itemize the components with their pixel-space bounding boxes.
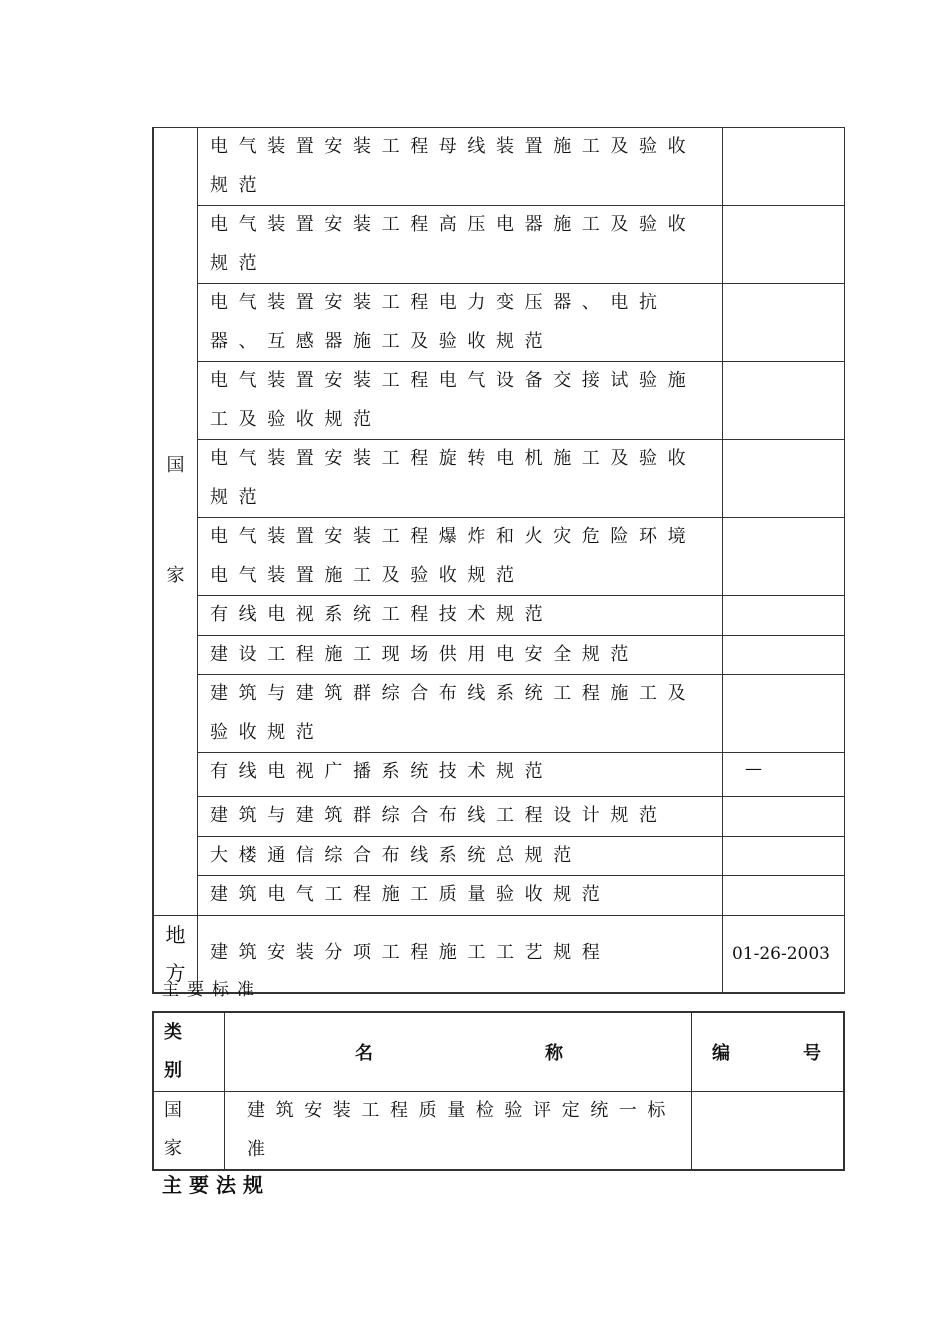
standard-name: 大楼通信综合布线系统总规范 — [198, 836, 723, 876]
standard-code: 01-26-2003 — [723, 915, 845, 993]
standard-code — [723, 518, 845, 596]
standard-name: 电气装置安装工程高压电器施工及验收规范 — [198, 206, 723, 284]
header-name — [225, 1012, 692, 1092]
standard-name: 有线电视系统工程技术规范 — [198, 596, 723, 636]
standard-name: 电气装置安装工程旋转电机施工及验收规范 — [198, 440, 723, 518]
standard-name: 建设工程施工现场供用电安全规范 — [198, 635, 723, 675]
standard-code — [723, 440, 845, 518]
standard-name: 建筑安装分项工程施工工艺规程 — [198, 915, 723, 993]
header-char: 编 — [712, 1043, 730, 1064]
standard-name: 建筑安装工程质量检验评定统一标准 — [225, 1092, 692, 1171]
type-char: 家 — [164, 1138, 182, 1159]
standard-code — [723, 675, 845, 753]
standard-name: 有线电视广播系统技术规范 — [198, 753, 723, 797]
type-char: 国 — [166, 455, 185, 477]
type-char: 方 — [165, 960, 186, 985]
standard-code — [723, 836, 845, 876]
section-title: 主要法规 — [162, 1173, 270, 1197]
standard-name: 建筑电气工程施工质量验收规范 — [198, 876, 723, 916]
standard-name: 电气装置安装工程爆炸和火灾危险环境电气装置施工及验收规范 — [198, 518, 723, 596]
standard-code — [723, 876, 845, 916]
standard-code — [723, 362, 845, 440]
standard-code — [723, 797, 845, 837]
standard-code — [723, 635, 845, 675]
standard-name: 建筑与建筑群综合布线工程设计规范 — [198, 797, 723, 837]
standard-name: 建筑与建筑群综合布线系统工程施工及验收规范 — [198, 675, 723, 753]
header-char: 类 — [164, 1022, 182, 1043]
standard-code — [723, 206, 845, 284]
standard-code — [723, 596, 845, 636]
header-code — [692, 1012, 845, 1092]
header-char: 称 — [545, 1043, 563, 1064]
main-standards-table — [152, 1011, 845, 1171]
standard-name: 电气装置安装工程母线装置施工及验收规范 — [198, 128, 723, 206]
header-char: 别 — [164, 1060, 182, 1081]
standard-code — [723, 284, 845, 362]
type-cell-national — [153, 1092, 225, 1171]
header-char: 名 — [355, 1043, 373, 1064]
standard-name: 电气装置安装工程电气设备交接试验施工及验收规范 — [198, 362, 723, 440]
type-char: 家 — [166, 565, 185, 587]
header-char: 号 — [803, 1043, 821, 1064]
standard-code: — — [723, 753, 845, 797]
standard-name: 电气装置安装工程电力变压器、电抗器、互感器施工及验收规范 — [198, 284, 723, 362]
type-cell-national — [153, 128, 198, 916]
standard-code — [692, 1092, 845, 1171]
type-char: 地 — [165, 922, 186, 947]
standards-table — [152, 127, 845, 994]
standard-code — [723, 128, 845, 206]
section-caption: 主要标准 — [162, 980, 262, 1000]
type-char: 国 — [164, 1100, 182, 1121]
header-type — [153, 1012, 225, 1092]
